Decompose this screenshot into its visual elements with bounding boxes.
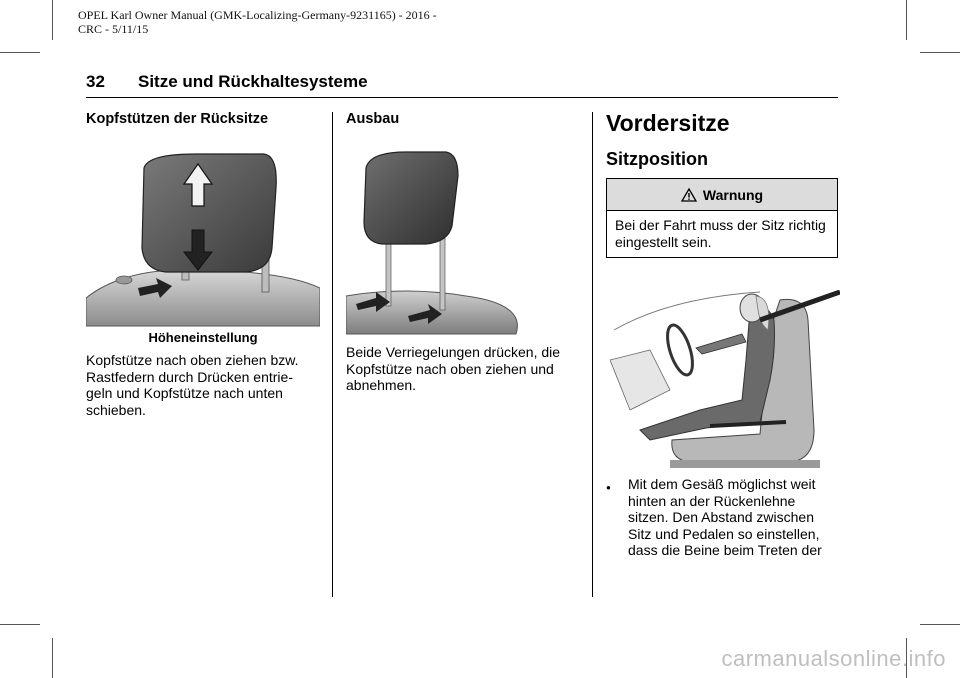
column-rear-headrests bbox=[86, 110, 320, 418]
seat-position-subtitle: Sitzposition bbox=[606, 149, 708, 169]
crop-mark bbox=[906, 0, 907, 40]
meta-line-1: OPEL Karl Owner Manual (GMK-Localizing-Germany-9231165) - 2016 - bbox=[78, 8, 437, 22]
warning-header bbox=[607, 179, 837, 211]
removal-heading: Ausbau bbox=[346, 111, 400, 127]
bullet-text: Mit dem Gesäß möglichst weit hinten an der Rückenlehne sitzen. Den Abstand zwischen Sitz und Pedalen so einstellen, dass die Beine beim Treten der bbox=[628, 476, 822, 558]
page-number: 32 bbox=[86, 72, 105, 91]
rear-headrest-heading: Kopfstützen der Rücksitze bbox=[86, 111, 269, 127]
warning-label: Warnung bbox=[702, 186, 764, 203]
driver-seat-illustration bbox=[610, 290, 840, 470]
crop-mark bbox=[52, 0, 53, 40]
page-header bbox=[86, 72, 838, 98]
headrest-removal-illustration bbox=[346, 146, 580, 336]
document-meta bbox=[78, 8, 437, 36]
column-divider bbox=[592, 112, 593, 597]
crop-mark bbox=[0, 624, 40, 625]
front-seats-title: Vordersitze bbox=[606, 110, 730, 136]
column-front-seats bbox=[606, 110, 840, 558]
meta-line-2: CRC - 5/11/15 bbox=[78, 22, 149, 36]
column-removal bbox=[346, 110, 580, 393]
warning-text: Bei der Fahrt muss der Sitz richtig eingestellt sein. bbox=[615, 217, 826, 250]
rear-headrest-instructions: Kopfstütze nach oben ziehen bzw. Rastfedern durch Drücken entrie- geln und Kopfstütze nach unten schieben. bbox=[86, 352, 299, 418]
crop-mark bbox=[0, 52, 40, 53]
crop-mark bbox=[920, 624, 960, 625]
section-title: Sitze und Rückhaltesysteme bbox=[138, 72, 368, 91]
warning-box bbox=[606, 178, 838, 258]
crop-mark bbox=[920, 52, 960, 53]
warning-triangle-icon bbox=[681, 188, 697, 202]
figure-caption: Höheneinstellung bbox=[148, 330, 258, 345]
bullet-symbol: ● bbox=[606, 483, 611, 492]
watermark: carmanualsonline.info bbox=[721, 646, 946, 671]
removal-instructions: Beide Verriegelungen drücken, die Kopfstütze nach oben ziehen und abnehmen. bbox=[346, 344, 561, 393]
column-divider bbox=[332, 112, 333, 597]
headrest-height-illustration bbox=[86, 148, 320, 328]
crop-mark bbox=[52, 638, 53, 678]
